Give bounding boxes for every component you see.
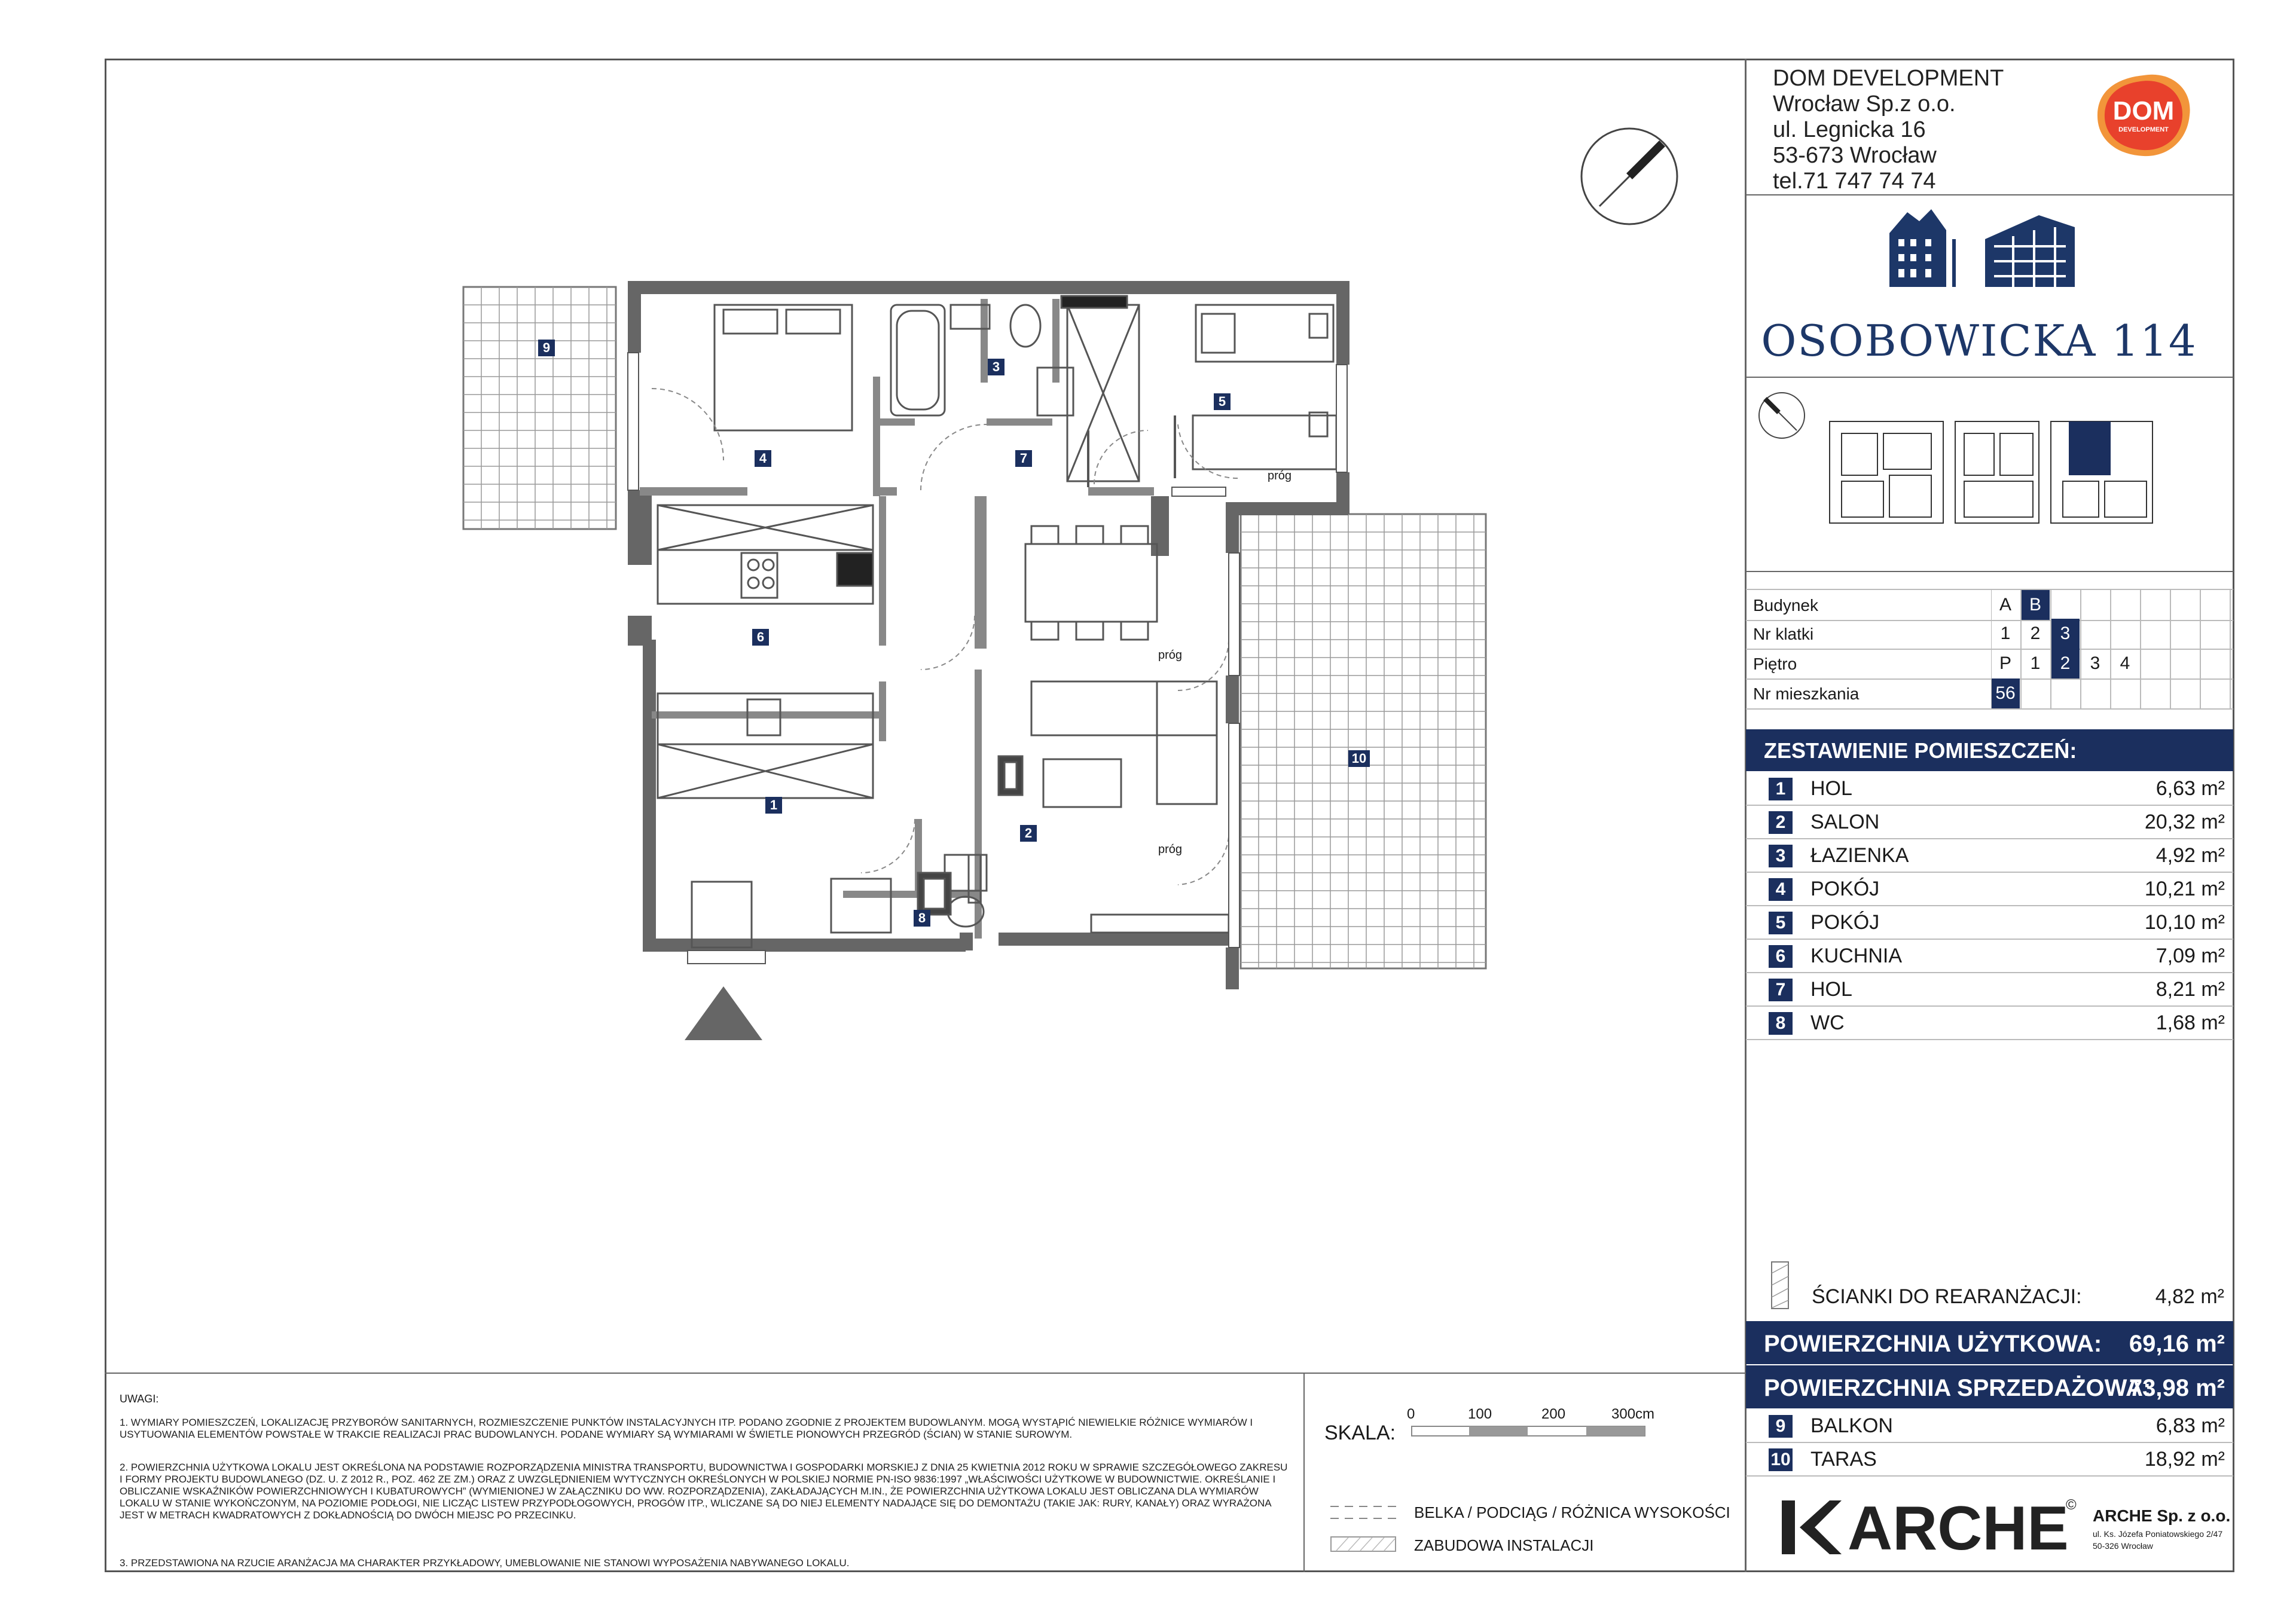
plan-label-room-6: 6 [752, 629, 769, 646]
room-number: 5 [1769, 912, 1793, 934]
notes-divider [105, 1373, 1746, 1374]
room-row [1746, 939, 2233, 973]
installation-legend-swatch [1330, 1536, 1396, 1552]
usable-area-band [1746, 1321, 2233, 1364]
room-name: WC [1810, 1011, 1845, 1034]
logo-text: DOM [2112, 96, 2175, 126]
hatch-swatch [1771, 1261, 1789, 1309]
sales-area-label: POWIERZCHNIA SPRZEDAŻOWA: [1764, 1375, 2151, 1401]
company-street: ul. Legnicka 16 [1773, 117, 1926, 142]
floor-option-2[interactable]: 2 [2051, 649, 2080, 678]
arche-logo-text: ARCHE [1848, 1494, 2069, 1560]
room-area: 8,21 m² [2155, 978, 2225, 1001]
project-divider [1746, 377, 2233, 378]
threshold-label: próg [1268, 469, 1292, 482]
room-area: 6,83 m² [2155, 1414, 2225, 1437]
room-row [1746, 838, 2233, 873]
room-area: 4,92 m² [2155, 844, 2225, 867]
plan-label-room-9: 9 [538, 340, 555, 356]
room-number: 3 [1769, 845, 1793, 867]
project-title: OSOBOWICKA 114 [1761, 316, 2197, 366]
room-area: 10,21 m² [2144, 878, 2225, 900]
room-area: 18,92 m² [2144, 1448, 2225, 1471]
scale-tick-100: 100 [1468, 1406, 1492, 1422]
room-name: TARAS [1810, 1448, 1877, 1471]
room-number: 7 [1769, 979, 1793, 1001]
key-plan [1758, 386, 2230, 565]
stairwell-option-2[interactable]: 2 [2030, 623, 2041, 643]
project-building-illustration [1883, 203, 2081, 293]
scale-tick-300: 300cm [1611, 1406, 1655, 1422]
building-option-a[interactable]: A [1999, 595, 2011, 615]
note-1: 1. WYMIARY POMIESZCZEŃ, LOKALIZACJĘ PRZYBORÓW SANITARNYCH, ROZMIESZCZENIE PUNKTÓW INSTALACYJNYCH ITP. PODANO ZGODNIE Z PROJEKTEM BUDOWLANYM. MOGĄ WYSTĄPIĆ NIEWIELKIE RÓŻNICE WYMIARÓW I USYTUOWANIA ELEMENTÓW POWSTAŁE W TRAKCIE REALIZACJI PRAC BUDOWLANYCH. PODANE WYMIARY SĄ WYMIARAMI W ŚWIETLE PIONOWYCH PRZEGRÓD (ŚCIAN) W STANIE SUROWYM. [120, 1417, 1253, 1440]
floor-option-p[interactable]: P [1999, 653, 2011, 673]
beam-legend-swatch [1330, 1503, 1396, 1521]
north-arrow-small [1759, 393, 1805, 438]
room-name: HOL [1810, 777, 1852, 800]
plan-label-room-5: 5 [1214, 393, 1231, 410]
room-number: 4 [1769, 878, 1793, 901]
room-number: 2 [1769, 811, 1793, 834]
company-branch: Wrocław Sp.z o.o. [1773, 91, 1956, 117]
walls-rearrangement-label: ŚCIANKI DO REARANŻACJI: [1812, 1285, 2082, 1308]
floor-plan [460, 281, 1489, 998]
rooms-header [1746, 729, 2233, 771]
keyplan-divider [1746, 571, 2233, 572]
company-divider [1746, 194, 2233, 195]
room-number: 9 [1769, 1415, 1793, 1438]
apartment-label: Nr mieszkania [1753, 684, 1860, 703]
apartment-number: 56 [1991, 678, 2020, 708]
company-city: 53-673 Wrocław [1773, 143, 1937, 168]
room-number: 10 [1769, 1448, 1793, 1471]
company-name: DOM DEVELOPMENT [1773, 66, 2004, 91]
scale-bar [1411, 1426, 1656, 1438]
floor-option-1[interactable]: 1 [2030, 653, 2041, 673]
room-row [1746, 805, 2233, 839]
sales-area-value: 73,98 m² [2129, 1375, 2225, 1401]
company-phone: tel.71 747 74 74 [1773, 169, 1936, 194]
room-row [1746, 972, 2233, 1007]
terrace-grid [1241, 514, 1486, 968]
scale-tick-0: 0 [1407, 1406, 1415, 1422]
stairwell-label: Nr klatki [1753, 625, 1814, 643]
room-name: SALON [1810, 811, 1880, 833]
room-area: 20,32 m² [2144, 811, 2225, 833]
room-area: 6,63 m² [2155, 777, 2225, 800]
legend-beam-label: BELKA / PODCIĄG / RÓŻNICA WYSOKOŚCI [1414, 1503, 1730, 1521]
room-area: 1,68 m² [2155, 1011, 2225, 1034]
room-name: HOL [1810, 978, 1852, 1001]
room-number: 6 [1769, 945, 1793, 968]
room-row [1746, 872, 2233, 906]
arche-logo [1782, 1494, 2093, 1560]
room-row [1746, 771, 2233, 806]
scale-label: SKALA: [1324, 1422, 1396, 1444]
balcony-grid [463, 287, 616, 529]
selection-grid-lines [1991, 589, 2233, 710]
architect-address2: 50-326 Wrocław [2093, 1541, 2153, 1551]
room-number: 8 [1769, 1012, 1793, 1035]
note-2: 2. POWIERZCHNIA UŻYTKOWA LOKALU JEST OKREŚLONA NA PODSTAWIE ROZPORZĄDZENIA MINISTRA TRANSPORTU, BUDOWNICTWA I GOSPODARKI MORSKIEJ Z DNIA 25 KWIETNIA 2012 ROKU W SPRAWIE SZCZEGÓŁOWEGO ZAKRESU I FORMY PROJEKTU BUDOWLANEGO (DZ. U. Z 2012 R., POZ. 462 ZE ZM.) ORAZ Z UWZGLĘDNIENIEM WYTYCZNYCH OKREŚLONYCH W POLSKIEJ NORMIE PN-ISO 9836:1997 „WŁAŚCIWOŚCI UŻYTKOWE W BUDOWNICTWIE. OKREŚLANIE I OBLICZANIE WSKAŹNIKÓW POWIERZCHNIOWYCH I KUBATUROWYCH” (WYMIENIONEJ W ZAŁĄCZNIKU DO WW. ROZPORZĄDZENIA), ZAKŁADAJĄCYCH M.IN., ŻE POWIERZCHNIA UŻYTKOWA LOKALU JEST OBLICZANA DLA WYMIARÓW LOKALU W STANIE WYKOŃCZONYM, NA POZIOMIE PODŁOGI, NIE LICZĄC LISTEW PRZYPODŁOGOWYCH, PROGÓW ITP., WLICZANE SĄ DO NIEJ ELEMENTY NADAJĄCE SIĘ DO DEMONTAŻU (TAKIE JAK: RURY, KANAŁY) ORAZ WYRAŻONA JEST W METRACH KWADRATOWYCH Z DOKŁADNOŚCIĄ DO DWÓCH MIEJSC PO PRZECINKU. [120, 1462, 1288, 1521]
sales-area-band [1746, 1365, 2233, 1408]
room-name: ŁAZIENKA [1810, 844, 1909, 867]
stairwell-option-3[interactable]: 3 [2051, 619, 2080, 649]
outdoor-row [1746, 1408, 2233, 1443]
plan-label-room-4: 4 [755, 450, 771, 467]
legend-installation-label: ZABUDOWA INSTALACJI [1414, 1536, 1594, 1554]
plan-label-room-3: 3 [988, 359, 1004, 375]
usable-area-value: 69,16 m² [2129, 1331, 2225, 1357]
north-arrow [1576, 123, 1683, 230]
svg-text:©: © [2066, 1497, 2077, 1513]
company-address [1773, 66, 2004, 194]
notes-legend-divider [1303, 1373, 1305, 1572]
scale-tick-200: 200 [1541, 1406, 1566, 1422]
plan-label-room-10: 10 [1348, 750, 1370, 767]
logo-subtext: DEVELOPMENT [2118, 126, 2169, 133]
room-row [1746, 905, 2233, 940]
stairwell-option-1[interactable]: 1 [2000, 623, 2011, 643]
room-row [1746, 1005, 2233, 1040]
room-name: KUCHNIA [1810, 945, 1903, 967]
plan-label-room-1: 1 [765, 797, 782, 814]
floor-option-4[interactable]: 4 [2120, 653, 2130, 673]
room-area: 7,09 m² [2155, 945, 2225, 967]
note-3: 3. PRZEDSTAWIONA NA RZUCIE ARANŻACJA MA CHARAKTER PRZYKŁADOWY, UMEBLOWANIE NIE STANOWI WYPOSAŻENIA NABYWANEGO LOKALU. [120, 1557, 850, 1569]
room-area: 10,10 m² [2144, 911, 2225, 934]
architect-address1: ul. Ks. Józefa Poniatowskiego 2/47 [2093, 1529, 2223, 1539]
threshold-label: próg [1158, 843, 1183, 856]
floor-label: Piętro [1753, 655, 1797, 673]
room-name: BALKON [1810, 1414, 1893, 1437]
usable-area-label: POWIERZCHNIA UŻYTKOWA: [1764, 1331, 2102, 1357]
architect-name: ARCHE Sp. z o.o. [2093, 1506, 2231, 1525]
plan-label-room-2: 2 [1020, 825, 1037, 842]
outdoor-row [1746, 1442, 2233, 1477]
room-name: POKÓJ [1810, 878, 1880, 900]
building-option-b[interactable]: B [2021, 590, 2050, 620]
plan-label-room-7: 7 [1015, 450, 1032, 467]
rooms-header-label: ZESTAWIENIE POMIESZCZEŃ: [1764, 738, 2077, 763]
room-name: POKÓJ [1810, 911, 1880, 934]
plan-label-room-8: 8 [914, 910, 930, 927]
building-label: Budynek [1753, 596, 1818, 615]
threshold-label: próg [1158, 649, 1183, 662]
notes-title: UWAGI: [120, 1393, 159, 1405]
room-number: 1 [1769, 778, 1793, 800]
floor-option-3[interactable]: 3 [2090, 653, 2100, 673]
walls-rearrangement-area: 4,82 m² [2155, 1285, 2224, 1308]
dom-development-logo [2093, 71, 2194, 160]
